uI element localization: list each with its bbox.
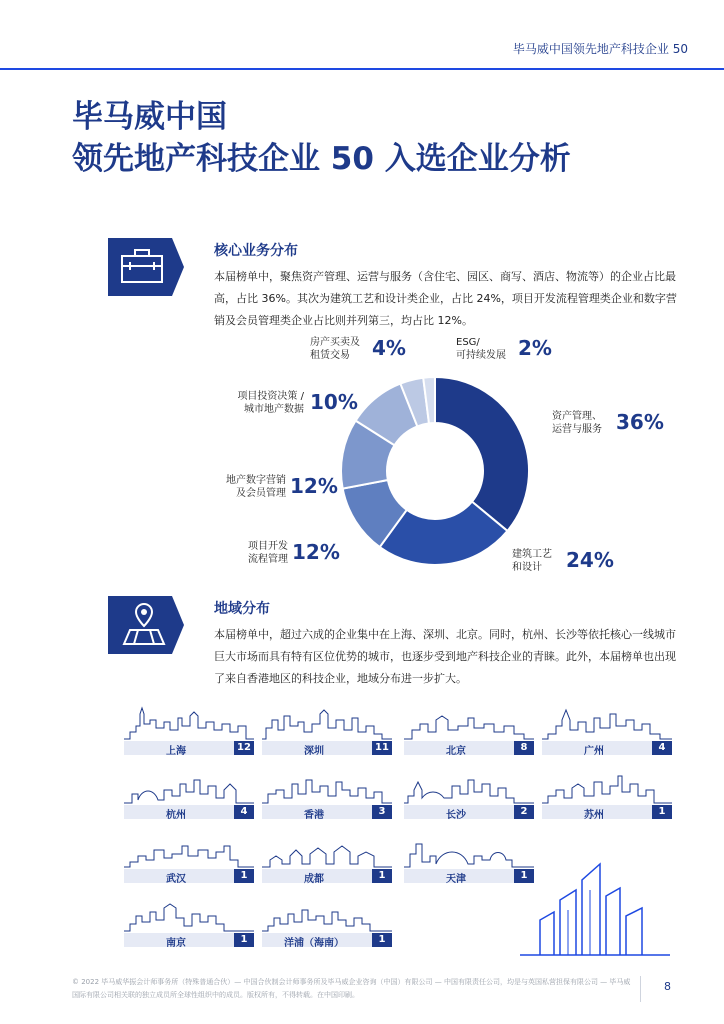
slice-pct-asset: 36%: [616, 410, 664, 434]
slice-pct-investment: 10%: [310, 390, 358, 414]
city-card: [124, 834, 254, 890]
footer-divider: [640, 976, 641, 1002]
city-skyline-illustration: [262, 706, 392, 740]
city-card: [124, 898, 254, 954]
city-card: [262, 770, 392, 826]
city-count: 1: [652, 805, 672, 819]
city-count: 8: [514, 741, 534, 755]
city-card: [542, 706, 672, 762]
slice-label-marketing: 地产数字营销 及会员管理: [226, 475, 286, 499]
city-name: 苏州: [584, 810, 604, 821]
city-name: 香港: [304, 810, 324, 821]
city-skyline-illustration: [404, 706, 534, 740]
city-skyline-illustration: [542, 770, 672, 804]
city-count: 1: [514, 869, 534, 883]
city-count: 1: [234, 933, 254, 947]
city-count: 1: [372, 869, 392, 883]
city-name: 长沙: [446, 810, 466, 821]
slice-pct-housing: 4%: [372, 336, 406, 360]
city-skyline-illustration: [124, 706, 254, 740]
region-body: 本届榜单中，超过六成的企业集中在上海、深圳、北京。同时，杭州、长沙等依托核心一线城市巨大市场而具有特有区位优势的城市，也逐步受到地产科技企业的青睐。此外，本届榜单也出现了来自香港地区的科技企业，地域分布进一步扩大。: [214, 628, 676, 685]
city-count: 4: [234, 805, 254, 819]
page-title-line-1: 毕马威中国: [72, 99, 227, 135]
city-card: [124, 770, 254, 826]
city-card: [404, 770, 534, 826]
business-donut-chart: [330, 366, 540, 576]
city-count: 1: [234, 869, 254, 883]
running-header: 毕马威中国领先地产科技企业 50: [512, 42, 688, 56]
city-count: 4: [652, 741, 672, 755]
city-count: 1: [372, 933, 392, 947]
header-divider: [0, 68, 724, 70]
city-name: 南京: [166, 938, 186, 949]
city-name: 武汉: [166, 874, 186, 885]
city-count: 2: [514, 805, 534, 819]
business-body: 本届榜单中，聚焦资产管理、运营与服务（含住宅、园区、商写、酒店、物流等）的企业占比最高，占比 36%。其次为建筑工艺和设计类企业，占比 24%，项目开发流程管理类企业和数字营销及会员管理类企业占比则并列第三，均占比 12%。: [214, 270, 677, 327]
page-number: 8: [664, 980, 671, 993]
city-skyline-illustration: [262, 770, 392, 804]
city-skyline-illustration: [542, 706, 672, 740]
city-count: 11: [372, 741, 392, 755]
city-card: [404, 706, 534, 762]
slice-pct-marketing: 12%: [290, 474, 338, 498]
slice-label-construction: 建筑工艺 和设计: [512, 549, 552, 573]
map-pin-icon: [108, 596, 184, 654]
business-heading: 核心业务分布: [214, 243, 298, 259]
briefcase-icon: [108, 238, 184, 296]
city-card: [262, 834, 392, 890]
city-card: [404, 834, 534, 890]
city-skyline-illustration: [124, 898, 254, 932]
city-name: 杭州: [166, 810, 186, 821]
slice-pct-construction: 24%: [566, 548, 614, 572]
city-count: 3: [372, 805, 392, 819]
slice-label-housing: 房产买卖及 租赁交易: [310, 337, 360, 361]
slice-label-esg: ESG/ 可持续发展: [456, 337, 506, 361]
city-name: 成都: [304, 874, 324, 885]
city-name: 天津: [446, 874, 466, 885]
slice-pct-esg: 2%: [518, 336, 552, 360]
page-title: [72, 96, 571, 180]
city-name: 上海: [166, 746, 186, 757]
footer-legal: © 2022 毕马威华振会计师事务所（特殊普通合伙）— 中国合伙制会计师事务所及毕马威企业咨询（中国）有限公司 — 中国有限责任公司，均是与英国私营担保有限公司 — 毕马威国际有限公司相关联的独立成员所全球性组织中的成员。版权所有，不得转载。在中国印刷。: [72, 978, 631, 999]
slice-label-development: 项目开发 流程管理: [248, 541, 288, 565]
slice-label-investment: 项目投资决策 / 城市地产数据: [237, 391, 304, 415]
city-skyline-illustration: [262, 834, 392, 868]
page-title-line-2: 领先地产科技企业 50 入选企业分析: [72, 141, 571, 177]
slice-pct-development: 12%: [292, 540, 340, 564]
city-name: 广州: [584, 746, 604, 757]
city-card: [262, 706, 392, 762]
city-skyline-illustration: [124, 834, 254, 868]
city-skyline-illustration: [404, 834, 534, 868]
city-skyline-illustration: [404, 770, 534, 804]
donut-slice-asset: [435, 377, 529, 531]
slice-label-asset: 资产管理、 运营与服务: [552, 411, 602, 435]
city-card: [262, 898, 392, 954]
city-card: [542, 770, 672, 826]
city-card: [124, 706, 254, 762]
city-skyline-illustration: [124, 770, 254, 804]
city-name: 深圳: [304, 746, 324, 757]
city-skyline-illustration: [262, 898, 392, 932]
city-name: 北京: [446, 746, 466, 757]
city-count: 12: [234, 741, 254, 755]
city-name: 洋浦（海南）: [284, 938, 344, 949]
building-outline-illustration: [520, 860, 670, 956]
region-heading: 地域分布: [214, 601, 270, 617]
